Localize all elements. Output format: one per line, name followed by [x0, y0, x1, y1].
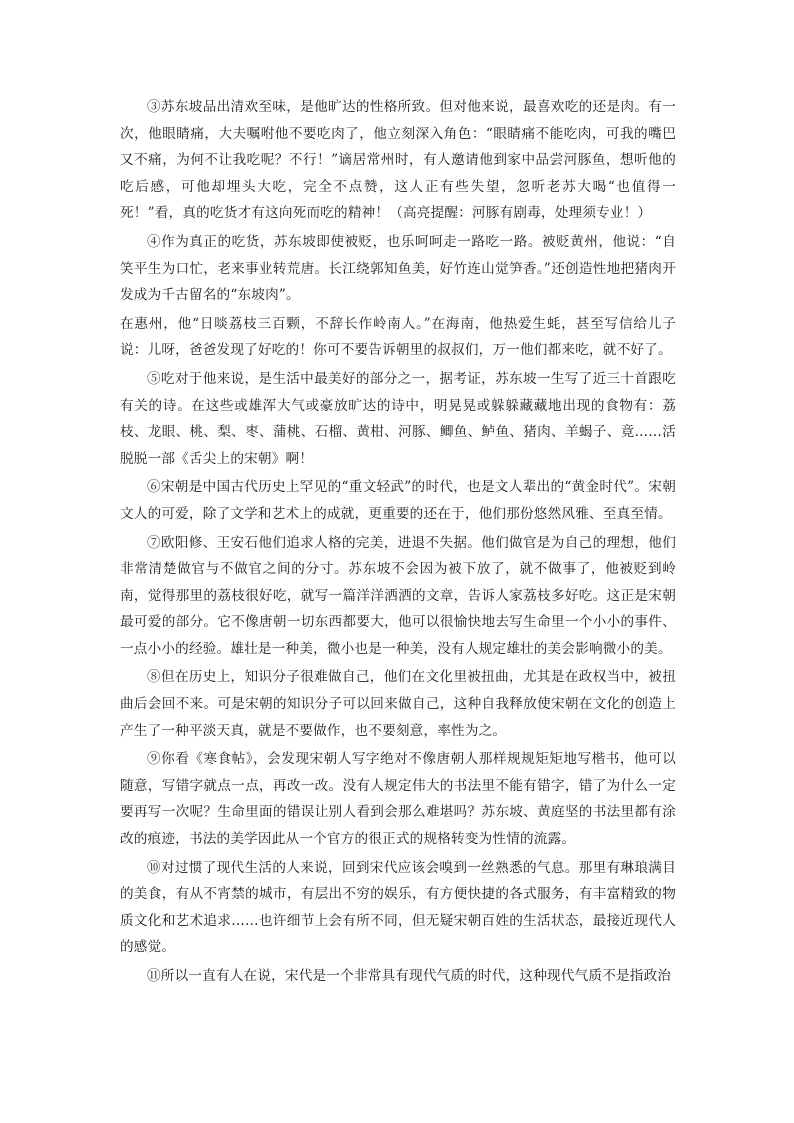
paragraph-8: ⑧但在历史上，知识分子很难做自己，他们在文化里被扭曲，尤其是在政权当中，被扭曲后会回不来。可是宋朝的知识分子可以回来做自己，这种自我释放使宋朝在文化的创造上产生了一种平淡天真，就是不要做作，也不要刻意，率性为之。 [120, 669, 676, 739]
paragraph-5: ⑤吃对于他来说，是生活中最美好的部分之一，据考证，苏东坡一生写了近三十首跟吃有关的诗。在这些或雄浑大气或豪放旷达的诗中，明晃晃或躲躲藏藏地出现的食物有：荔枝、龙眼、桃、梨、枣、蒲桃、石榴、黄柑、河豚、鲫鱼、鲈鱼、猪肉、羊蝎子、竟……活脱脱一部《舌尖上的宋朝》啊！ [120, 370, 676, 467]
paragraph-3: ③苏东坡品出清欢至味，是他旷达的性格所致。但对他来说，最喜欢吃的还是肉。有一次，他眼睛痛，大夫嘱咐他不要吃肉了，他立刻深入角色：“眼睛痛不能吃肉，可我的嘴巴又不痛，为何不让我吃呢？不行！”谪居常州时，有人邀请他到家中品尝河豚鱼，想听他的吃后感，可他却埋头大吃，完全不点赞，这人正有些失望，忽听老苏大喝“也值得一死！”看，真的吃货才有这向死而吃的精神！（高亮提醒：河豚有剧毒，处理须专业！） [120, 99, 676, 222]
paragraph-7: ⑦欧阳修、王安石他们追求人格的完美，进退不失据。他们做官是为自己的理想，他们非常清楚做官与不做官之间的分寸。苏东坡不会因为被下放了，就不做事了，他被贬到岭南，觉得那里的荔枝很好吃，就写一篇洋洋洒洒的文章，告诉人家荔枝多好吃。这正是宋朝最可爱的部分。它不像唐朝一切东西都要大，他可以很愉快地去写生命里一个小小的事件、一点小小的经验。雄壮是一种美，微小也是一种美，没有人规定雄壮的美会影响微小的美。 [120, 534, 676, 657]
paragraph-11: ⑪所以一直有人在说，宋代是一个非常具有现代气质的时代，这种现代气质不是指政治 [147, 968, 672, 984]
paragraph-10: ⑩对过惯了现代生活的人来说，回到宋代应该会嗅到一丝熟悉的气息。那里有琳琅满目的美食，有从不宵禁的城市，有层出不穷的娱乐，有方便快捷的各式服务，有丰富精致的物质文化和艺术追求……也许细节上会有所不同，但无疑宋朝百姓的生活状态，最接近现代人的感觉。 [120, 859, 676, 956]
paragraph-6: ⑥宋朝是中国古代历史上罕见的“重文轻武”的时代，也是文人辈出的“黄金时代”。宋朝文人的可爱，除了文学和艺术上的成就，更重要的还在于，他们那份悠然风雅、至真至情。 [120, 479, 676, 522]
paragraph-9: ⑨你看《寒食帖》，会发现宋朝人写字绝对不像唐朝人那样规规矩矩地写楷书，他可以随意，写错字就点一点，再改一改。没有人规定伟大的书法里不能有错字，错了为什么一定要再写一次呢？生命里面的错误让别人看到会那么难堪吗？苏东坡、黄庭坚的书法里都有涂改的痕迹，书法的美学因此从一个官方的很正式的规格转变为性情的流露。 [120, 751, 676, 848]
paragraph-4-part-1: ④作为真正的吃货，苏东坡即使被贬，也乐呵呵走一路吃一路。被贬黄州，他说：“自笑平生为口忙，老来事业转荒唐。长江绕郭知鱼美，好竹连山觉笋香。”还创造性地把猪肉开发成为千古留名的“东坡肉”。 [120, 233, 676, 304]
document-page [120, 94, 676, 992]
paragraph-4-part-2: 在惠州，他“日啖荔枝三百颗，不辞长作岭南人。”在海南，他热爱生蚝，甚至写信给儿子说：儿呀，爸爸发现了好吃的！你可不要告诉朝里的叔叔们，万一他们都来吃，就不好了。 [120, 315, 676, 359]
